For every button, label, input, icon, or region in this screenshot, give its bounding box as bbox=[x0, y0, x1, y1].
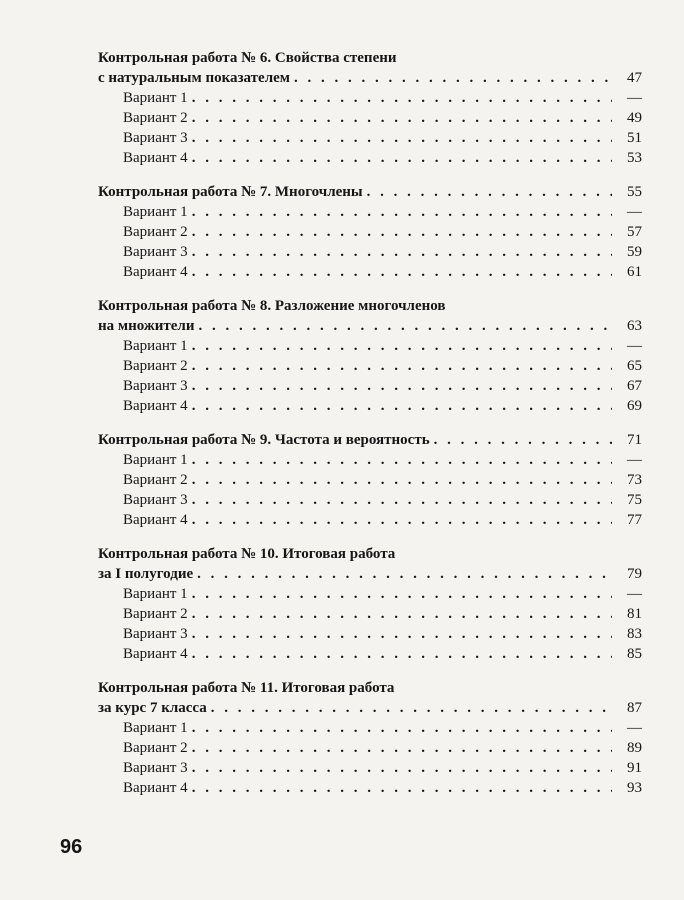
dot-leader bbox=[192, 356, 612, 376]
toc-variant-entry bbox=[98, 450, 642, 470]
dot-leader bbox=[192, 396, 612, 416]
variant-label: Вариант 3 bbox=[123, 378, 188, 394]
variant-label: Вариант 1 bbox=[123, 204, 188, 220]
toc-section bbox=[98, 544, 642, 664]
page-number: 96 bbox=[60, 836, 83, 858]
toc-variant-entry bbox=[98, 376, 642, 396]
toc-heading-text: Контрольная работа № 6. Свойства степени bbox=[98, 50, 397, 66]
toc-variant-entry bbox=[98, 336, 642, 356]
toc-variant-entry bbox=[98, 758, 642, 778]
dot-leader bbox=[192, 108, 612, 128]
table-of-contents bbox=[98, 48, 642, 812]
toc-variant-entry bbox=[98, 490, 642, 510]
variant-page: 73 bbox=[627, 472, 642, 488]
toc-variant-entry bbox=[98, 222, 642, 242]
toc-variant-entry bbox=[98, 88, 642, 108]
variant-page: — bbox=[627, 452, 642, 468]
dot-leader bbox=[192, 202, 612, 222]
toc-heading-line bbox=[98, 430, 642, 450]
variant-page: 81 bbox=[627, 606, 642, 622]
toc-variant-entry bbox=[98, 108, 642, 128]
variant-page: 75 bbox=[627, 492, 642, 508]
dot-leader bbox=[192, 604, 612, 624]
variant-page: 49 bbox=[627, 110, 642, 126]
variant-page: — bbox=[627, 586, 642, 602]
variant-page: — bbox=[627, 90, 642, 106]
variant-page: — bbox=[627, 338, 642, 354]
variant-page: — bbox=[627, 720, 642, 736]
dot-leader bbox=[192, 470, 612, 490]
variant-label: Вариант 2 bbox=[123, 110, 188, 126]
toc-section bbox=[98, 182, 642, 282]
toc-variant-entry bbox=[98, 262, 642, 282]
variant-page: 91 bbox=[627, 760, 642, 776]
variant-label: Вариант 3 bbox=[123, 244, 188, 260]
variant-page: 65 bbox=[627, 358, 642, 374]
dot-leader bbox=[192, 148, 612, 168]
toc-heading-text: за I полугодие bbox=[98, 566, 194, 582]
toc-variant-entry bbox=[98, 148, 642, 168]
toc-heading-line bbox=[98, 182, 642, 202]
toc-section bbox=[98, 48, 642, 168]
variant-label: Вариант 4 bbox=[123, 264, 188, 280]
variant-page: 77 bbox=[627, 512, 642, 528]
toc-heading-line bbox=[98, 564, 642, 584]
toc-heading-page: 87 bbox=[627, 700, 642, 716]
dot-leader bbox=[192, 222, 612, 242]
variant-label: Вариант 1 bbox=[123, 90, 188, 106]
toc-variant-entry bbox=[98, 242, 642, 262]
dot-leader bbox=[211, 698, 612, 718]
variant-page: 85 bbox=[627, 646, 642, 662]
toc-heading-line bbox=[98, 68, 642, 88]
variant-label: Вариант 4 bbox=[123, 780, 188, 796]
dot-leader bbox=[294, 68, 612, 88]
variant-label: Вариант 4 bbox=[123, 646, 188, 662]
variant-label: Вариант 1 bbox=[123, 720, 188, 736]
toc-heading-text: Контрольная работа № 10. Итоговая работа bbox=[98, 546, 396, 562]
dot-leader bbox=[192, 490, 612, 510]
toc-heading-line bbox=[98, 48, 642, 68]
toc-heading-text: Контрольная работа № 8. Разложение многочленов bbox=[98, 298, 446, 314]
variant-page: 93 bbox=[627, 780, 642, 796]
toc-heading-page: 71 bbox=[627, 432, 642, 448]
toc-variant-entry bbox=[98, 604, 642, 624]
toc-heading-page: 63 bbox=[627, 318, 642, 334]
dot-leader bbox=[192, 336, 612, 356]
toc-heading-line bbox=[98, 296, 642, 316]
variant-label: Вариант 3 bbox=[123, 760, 188, 776]
dot-leader bbox=[192, 262, 612, 282]
toc-heading-text: за курс 7 класса bbox=[98, 700, 207, 716]
variant-label: Вариант 1 bbox=[123, 586, 188, 602]
toc-section bbox=[98, 296, 642, 416]
toc-variant-entry bbox=[98, 128, 642, 148]
variant-label: Вариант 3 bbox=[123, 492, 188, 508]
toc-heading-text: на множители bbox=[98, 318, 195, 334]
dot-leader bbox=[192, 778, 612, 798]
variant-page: 51 bbox=[627, 130, 642, 146]
variant-page: 67 bbox=[627, 378, 642, 394]
dot-leader bbox=[192, 584, 612, 604]
variant-page: 53 bbox=[627, 150, 642, 166]
dot-leader bbox=[367, 182, 612, 202]
variant-label: Вариант 1 bbox=[123, 338, 188, 354]
toc-variant-entry bbox=[98, 396, 642, 416]
variant-page: 69 bbox=[627, 398, 642, 414]
toc-heading-line bbox=[98, 544, 642, 564]
variant-label: Вариант 4 bbox=[123, 512, 188, 528]
dot-leader bbox=[192, 624, 612, 644]
dot-leader bbox=[192, 376, 612, 396]
toc-variant-entry bbox=[98, 356, 642, 376]
dot-leader bbox=[192, 510, 612, 530]
toc-heading-page: 55 bbox=[627, 184, 642, 200]
dot-leader bbox=[197, 564, 612, 584]
dot-leader bbox=[192, 450, 612, 470]
toc-variant-entry bbox=[98, 624, 642, 644]
dot-leader bbox=[192, 88, 612, 108]
toc-heading-page: 47 bbox=[627, 70, 642, 86]
variant-label: Вариант 2 bbox=[123, 358, 188, 374]
variant-label: Вариант 3 bbox=[123, 626, 188, 642]
dot-leader bbox=[192, 644, 612, 664]
dot-leader bbox=[192, 128, 612, 148]
toc-variant-entry bbox=[98, 470, 642, 490]
variant-page: 61 bbox=[627, 264, 642, 280]
variant-label: Вариант 2 bbox=[123, 472, 188, 488]
toc-variant-entry bbox=[98, 510, 642, 530]
dot-leader bbox=[434, 430, 612, 450]
variant-label: Вариант 2 bbox=[123, 606, 188, 622]
dot-leader bbox=[192, 738, 612, 758]
toc-heading-line bbox=[98, 316, 642, 336]
toc-variant-entry bbox=[98, 718, 642, 738]
toc-heading-text: с натуральным показателем bbox=[98, 70, 290, 86]
dot-leader bbox=[198, 316, 612, 336]
toc-heading-text: Контрольная работа № 11. Итоговая работа bbox=[98, 680, 395, 696]
variant-label: Вариант 4 bbox=[123, 150, 188, 166]
variant-label: Вариант 3 bbox=[123, 130, 188, 146]
toc-heading-text: Контрольная работа № 7. Многочлены bbox=[98, 184, 363, 200]
toc-section bbox=[98, 430, 642, 530]
toc-section bbox=[98, 678, 642, 798]
variant-label: Вариант 4 bbox=[123, 398, 188, 414]
toc-variant-entry bbox=[98, 584, 642, 604]
toc-heading-line bbox=[98, 698, 642, 718]
dot-leader bbox=[192, 758, 612, 778]
toc-heading-line bbox=[98, 678, 642, 698]
variant-page: — bbox=[627, 204, 642, 220]
variant-label: Вариант 2 bbox=[123, 224, 188, 240]
toc-variant-entry bbox=[98, 738, 642, 758]
dot-leader bbox=[192, 718, 612, 738]
variant-page: 89 bbox=[627, 740, 642, 756]
toc-variant-entry bbox=[98, 644, 642, 664]
variant-label: Вариант 1 bbox=[123, 452, 188, 468]
toc-variant-entry bbox=[98, 202, 642, 222]
toc-heading-text: Контрольная работа № 9. Частота и вероятность bbox=[98, 432, 430, 448]
variant-page: 57 bbox=[627, 224, 642, 240]
toc-heading-page: 79 bbox=[627, 566, 642, 582]
variant-page: 83 bbox=[627, 626, 642, 642]
variant-page: 59 bbox=[627, 244, 642, 260]
variant-label: Вариант 2 bbox=[123, 740, 188, 756]
toc-variant-entry bbox=[98, 778, 642, 798]
dot-leader bbox=[192, 242, 612, 262]
